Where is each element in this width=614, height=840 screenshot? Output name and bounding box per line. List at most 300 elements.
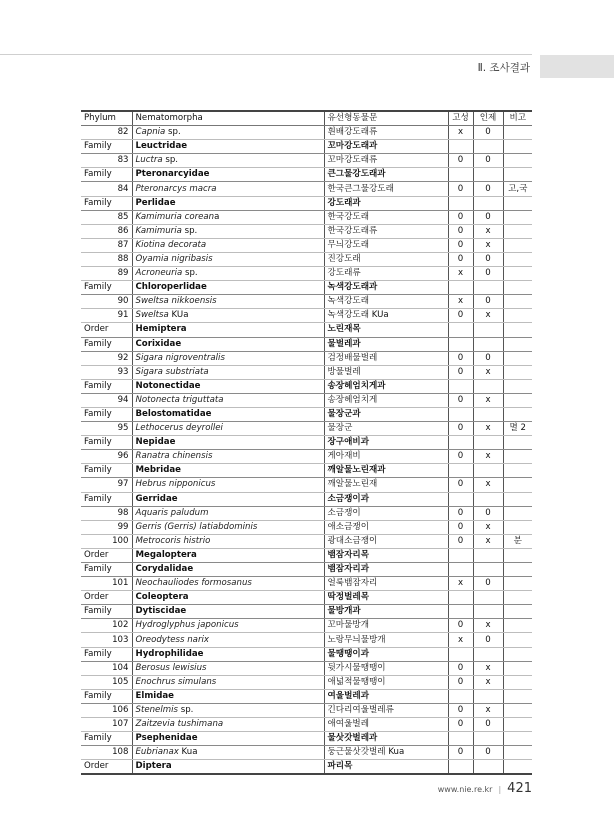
goseong-value: 0 [448, 393, 473, 407]
scientific-name-italic: Zaitzevia tushimana [135, 719, 224, 730]
scientific-name-italic: Metrocoris histrio [135, 535, 211, 546]
scientific-name-italic: Acroneuria [135, 268, 183, 279]
page-number: 421 [507, 781, 532, 796]
korean-name: 꼬마강도래류 [324, 154, 448, 168]
note-cell [503, 407, 532, 421]
note-value [503, 154, 532, 168]
scientific-name-italic: Enochrus simulans [135, 676, 217, 687]
goseong-cell [448, 168, 473, 182]
species-number: 93 [81, 365, 132, 379]
scientific-name-italic: Oreodytess narix [135, 634, 209, 645]
inje-cell [473, 605, 503, 619]
goseong-cell [448, 407, 473, 421]
scientific-name [132, 478, 324, 492]
korean-name: 소금쟁이과 [324, 492, 448, 506]
scientific-name-italic: Oyamia nigribasis [135, 253, 213, 264]
scientific-name [132, 661, 324, 675]
korean-name: 물삿갓벌레과 [324, 732, 448, 746]
rank-label: Family [81, 436, 132, 450]
goseong-cell [448, 492, 473, 506]
species-number: 107 [81, 718, 132, 732]
species-number: 104 [81, 661, 132, 675]
note-value [503, 506, 532, 520]
note-value [503, 238, 532, 252]
scientific-name-italic: Sigara substriata [135, 366, 209, 377]
rank-label: Order [81, 548, 132, 562]
note-value [503, 126, 532, 140]
korean-name: 송장헤엄치게 [324, 393, 448, 407]
rank-label: Family [81, 605, 132, 619]
korean-name: 긴다리여울벌레류 [324, 703, 448, 717]
goseong-cell [448, 464, 473, 478]
goseong-value: 0 [448, 746, 473, 760]
species-number: 94 [81, 393, 132, 407]
note-value [503, 224, 532, 238]
taxon-name: Corydalidae [132, 563, 324, 577]
scientific-name-italic: Neochauliodes formosanus [135, 578, 252, 589]
scientific-name-italic: Gerris (Gerris) latiabdominis [135, 521, 258, 532]
inje-value: 0 [473, 252, 503, 266]
scientific-name [132, 718, 324, 732]
species-row [81, 126, 532, 140]
species-row [81, 210, 532, 224]
korean-name: 애넓적물땡땡이 [324, 675, 448, 689]
goseong-cell [448, 337, 473, 351]
goseong-cell [448, 563, 473, 577]
taxon-rank-row [81, 436, 532, 450]
korean-name: 물장군과 [324, 407, 448, 421]
scientific-name [132, 746, 324, 760]
chapter-tab [540, 55, 614, 78]
goseong-value: x [448, 633, 473, 647]
inje-value: 0 [473, 210, 503, 224]
species-number: 90 [81, 295, 132, 309]
inje-value: x [473, 238, 503, 252]
taxon-rank-row [81, 760, 532, 775]
note-cell [503, 168, 532, 182]
note-cell [503, 323, 532, 337]
scientific-name [132, 520, 324, 534]
species-number: 102 [81, 619, 132, 633]
species-number: 91 [81, 309, 132, 323]
rank-label: Family [81, 492, 132, 506]
korean-name: 뒷가시물땡땡이 [324, 661, 448, 675]
taxon-rank-row [81, 464, 532, 478]
inje-cell [473, 281, 503, 295]
taxon-rank-row [81, 407, 532, 421]
taxon-name: Psephenidae [132, 732, 324, 746]
header-phylum-name: Nematomorpha [132, 111, 324, 126]
goseong-value: 0 [448, 252, 473, 266]
rank-label: Family [81, 379, 132, 393]
korean-name: 흰배강도래류 [324, 126, 448, 140]
species-row [81, 633, 532, 647]
inje-value: x [473, 703, 503, 717]
korean-name: 큰그물강도래과 [324, 168, 448, 182]
goseong-value: 0 [448, 154, 473, 168]
scientific-name-italic: Hebrus nipponicus [135, 479, 216, 490]
scientific-name [132, 210, 324, 224]
goseong-value: 0 [448, 450, 473, 464]
scientific-name [132, 675, 324, 689]
taxon-rank-row [81, 605, 532, 619]
taxon-name: Dytiscidae [132, 605, 324, 619]
goseong-value: 0 [448, 224, 473, 238]
taxon-name: Pteronarcyidae [132, 168, 324, 182]
goseong-value: 0 [448, 182, 473, 196]
goseong-value: 0 [448, 520, 473, 534]
korean-name: 소금쟁이 [324, 506, 448, 520]
species-row [81, 252, 532, 266]
species-number: 100 [81, 534, 132, 548]
goseong-value: 0 [448, 309, 473, 323]
korean-name: 방물벌레 [324, 365, 448, 379]
taxon-rank-row [81, 337, 532, 351]
header-phylum: Phylum [81, 111, 132, 126]
species-row [81, 619, 532, 633]
scientific-name [132, 393, 324, 407]
scientific-name-plain: sp. [181, 225, 198, 236]
goseong-value: x [448, 295, 473, 309]
taxon-name: Diptera [132, 760, 324, 775]
species-number: 97 [81, 478, 132, 492]
species-row [81, 534, 532, 548]
taxon-rank-row [81, 379, 532, 393]
species-number: 103 [81, 633, 132, 647]
species-row [81, 154, 532, 168]
korean-name: 검정배물벌레 [324, 351, 448, 365]
note-value [503, 577, 532, 591]
species-row [81, 393, 532, 407]
goseong-cell [448, 605, 473, 619]
scientific-name-italic: Ranatra chinensis [135, 451, 213, 462]
taxon-name: Notonectidae [132, 379, 324, 393]
scientific-name-plain: sp. [162, 155, 179, 166]
taxon-rank-row [81, 281, 532, 295]
species-number: 83 [81, 154, 132, 168]
inje-cell [473, 323, 503, 337]
note-cell [503, 464, 532, 478]
species-number: 89 [81, 267, 132, 281]
korean-name: 한국강도래류 [324, 224, 448, 238]
goseong-cell [448, 323, 473, 337]
scientific-name-italic: Eubrianax [135, 747, 179, 758]
scientific-name [132, 450, 324, 464]
taxon-rank-row [81, 196, 532, 210]
inje-cell [473, 548, 503, 562]
species-number: 92 [81, 351, 132, 365]
note-value: 분 [503, 534, 532, 548]
scientific-name [132, 633, 324, 647]
korean-name: 진강도래 [324, 252, 448, 266]
inje-cell [473, 140, 503, 154]
korean-name: 한국큰그물강도래 [324, 182, 448, 196]
inje-cell [473, 563, 503, 577]
species-row [81, 365, 532, 379]
inje-value: x [473, 393, 503, 407]
inje-value: x [473, 619, 503, 633]
korean-name: 둥근물삿갓벌레 Kua [324, 746, 448, 760]
footer-separator: | [498, 785, 502, 794]
species-row [81, 450, 532, 464]
scientific-name-plain: sp. [182, 268, 198, 279]
korean-name: 애여울벌레 [324, 718, 448, 732]
goseong-value: 0 [448, 238, 473, 252]
species-row [81, 238, 532, 252]
inje-value: x [473, 309, 503, 323]
korean-name: 광대소금쟁이 [324, 534, 448, 548]
scientific-name [132, 577, 324, 591]
scientific-name-italic: Stenelmis [135, 704, 178, 715]
goseong-cell [448, 196, 473, 210]
inje-cell [473, 196, 503, 210]
goseong-cell [448, 379, 473, 393]
scientific-name [132, 238, 324, 252]
korean-name: 얼룩뱀잠자리 [324, 577, 448, 591]
scientific-name [132, 619, 324, 633]
species-row [81, 422, 532, 436]
korean-name: 깨알물노린재 [324, 478, 448, 492]
species-number: 106 [81, 703, 132, 717]
korean-name: 깨알물노린재과 [324, 464, 448, 478]
taxon-name: Elmidae [132, 689, 324, 703]
rank-label: Family [81, 281, 132, 295]
scientific-name [132, 224, 324, 238]
inje-cell [473, 760, 503, 775]
note-value [503, 295, 532, 309]
goseong-cell [448, 732, 473, 746]
footer-url: www.nie.re.kr [437, 785, 493, 794]
species-number: 95 [81, 422, 132, 436]
inje-cell [473, 464, 503, 478]
species-row [81, 746, 532, 760]
species-number: 99 [81, 520, 132, 534]
scientific-name-italic: Sweltsa [135, 310, 169, 321]
scientific-name [132, 703, 324, 717]
inje-value: x [473, 224, 503, 238]
species-row [81, 520, 532, 534]
scientific-name [132, 422, 324, 436]
taxon-name: Perlidae [132, 196, 324, 210]
note-cell [503, 548, 532, 562]
korean-name: 파리목 [324, 760, 448, 775]
note-value [503, 351, 532, 365]
note-value [503, 450, 532, 464]
note-cell [503, 140, 532, 154]
note-cell [503, 689, 532, 703]
scientific-name-plain: sp. [165, 127, 181, 138]
species-number: 87 [81, 238, 132, 252]
taxon-rank-row [81, 492, 532, 506]
taxon-name: Leuctridae [132, 140, 324, 154]
header-rule [0, 54, 532, 55]
inje-value: 0 [473, 182, 503, 196]
rank-label: Family [81, 407, 132, 421]
rank-label: Family [81, 337, 132, 351]
korean-name: 여울벌레과 [324, 689, 448, 703]
inje-value: 0 [473, 126, 503, 140]
inje-cell [473, 337, 503, 351]
scientific-name [132, 267, 324, 281]
rank-label: Family [81, 647, 132, 661]
species-row [81, 478, 532, 492]
korean-name: 물장군 [324, 422, 448, 436]
inje-value: 0 [473, 351, 503, 365]
note-value: 멸 2 [503, 422, 532, 436]
species-row [81, 267, 532, 281]
goseong-value: 0 [448, 478, 473, 492]
goseong-cell [448, 591, 473, 605]
inje-value: 0 [473, 267, 503, 281]
goseong-value: 0 [448, 351, 473, 365]
korean-name: 물벌레과 [324, 337, 448, 351]
korean-name: 강도래과 [324, 196, 448, 210]
species-row [81, 661, 532, 675]
korean-name: 강도래류 [324, 267, 448, 281]
goseong-value: x [448, 126, 473, 140]
note-cell [503, 563, 532, 577]
scientific-name-italic: Kamimuria corean [135, 211, 215, 222]
taxon-rank-row [81, 732, 532, 746]
taxon-name: Coleoptera [132, 591, 324, 605]
korean-name: 노린재목 [324, 323, 448, 337]
inje-value: x [473, 534, 503, 548]
inje-value: 0 [473, 746, 503, 760]
korean-name: 딱정벌레목 [324, 591, 448, 605]
note-cell [503, 492, 532, 506]
rank-label: Family [81, 732, 132, 746]
taxon-name: Hemiptera [132, 323, 324, 337]
note-value [503, 746, 532, 760]
scientific-name-italic: Kamimuria [135, 225, 182, 236]
taxon-name: Chloroperlidae [132, 281, 324, 295]
korean-name: 꼬마물방개 [324, 619, 448, 633]
species-number: 84 [81, 182, 132, 196]
taxon-name: Corixidae [132, 337, 324, 351]
species-number: 101 [81, 577, 132, 591]
inje-value: x [473, 520, 503, 534]
header-inje: 인제 [473, 111, 503, 126]
species-number: 86 [81, 224, 132, 238]
scientific-name [132, 295, 324, 309]
note-cell [503, 732, 532, 746]
scientific-name-italic: Sigara nigroventralis [135, 352, 225, 363]
goseong-value: 0 [448, 422, 473, 436]
note-value [503, 703, 532, 717]
scientific-name [132, 506, 324, 520]
rank-label: Family [81, 689, 132, 703]
goseong-cell [448, 548, 473, 562]
scientific-name-plain: a [214, 211, 220, 222]
korean-name: 녹색강도래 [324, 295, 448, 309]
taxon-rank-row [81, 140, 532, 154]
goseong-value: 0 [448, 675, 473, 689]
species-number: 85 [81, 210, 132, 224]
inje-value: 0 [473, 633, 503, 647]
goseong-cell [448, 647, 473, 661]
scientific-name-italic: Aquaris paludum [135, 507, 209, 518]
scientific-name [132, 126, 324, 140]
inje-value: 0 [473, 154, 503, 168]
scientific-name-italic: Hydroglyphus japonicus [135, 620, 239, 631]
scientific-name-italic: Berosus lewisius [135, 662, 207, 673]
note-cell [503, 760, 532, 775]
inje-cell [473, 492, 503, 506]
korean-name: 송장헤엄치게과 [324, 379, 448, 393]
species-row [81, 182, 532, 196]
inje-cell [473, 647, 503, 661]
scientific-name-plain: sp. [177, 704, 194, 715]
taxon-rank-row [81, 647, 532, 661]
inje-cell [473, 436, 503, 450]
rank-label: Order [81, 591, 132, 605]
taxon-name: Nepidae [132, 436, 324, 450]
scientific-name [132, 154, 324, 168]
taxon-name: Hydrophilidae [132, 647, 324, 661]
rank-label: Family [81, 168, 132, 182]
taxon-rank-row [81, 591, 532, 605]
note-value [503, 478, 532, 492]
korean-name: 애소금쟁이 [324, 520, 448, 534]
inje-value: x [473, 450, 503, 464]
species-row [81, 224, 532, 238]
goseong-value: 0 [448, 718, 473, 732]
note-value [503, 675, 532, 689]
note-value [503, 210, 532, 224]
inje-value: x [473, 661, 503, 675]
rank-label: Order [81, 323, 132, 337]
korean-name: 장구애비과 [324, 436, 448, 450]
species-row [81, 675, 532, 689]
species-row [81, 309, 532, 323]
note-value: 고,국 [503, 182, 532, 196]
goseong-cell [448, 281, 473, 295]
note-value [503, 252, 532, 266]
korean-name: 무늬강도래 [324, 238, 448, 252]
inje-cell [473, 379, 503, 393]
taxon-rank-row [81, 563, 532, 577]
scientific-name [132, 534, 324, 548]
note-cell [503, 281, 532, 295]
page-footer [438, 781, 532, 796]
note-cell [503, 605, 532, 619]
note-value [503, 520, 532, 534]
species-number: 105 [81, 675, 132, 689]
inje-cell [473, 689, 503, 703]
inje-value: x [473, 478, 503, 492]
rank-label: Family [81, 196, 132, 210]
section-title: Ⅱ. 조사결과 [477, 62, 530, 74]
species-number: 96 [81, 450, 132, 464]
taxon-name: Belostomatidae [132, 407, 324, 421]
rank-label: Family [81, 563, 132, 577]
scientific-name [132, 309, 324, 323]
korean-name: 뱀잠자리과 [324, 563, 448, 577]
header-goseong: 고성 [448, 111, 473, 126]
note-value [503, 393, 532, 407]
korean-name: 게아재비 [324, 450, 448, 464]
scientific-name-italic: Notonecta triguttata [135, 394, 224, 405]
scientific-name-italic: Pteronarcys macra [135, 183, 217, 194]
inje-cell [473, 407, 503, 421]
inje-value: 0 [473, 577, 503, 591]
taxon-rank-row [81, 548, 532, 562]
species-row [81, 718, 532, 732]
goseong-value: 0 [448, 506, 473, 520]
taxon-name: Gerridae [132, 492, 324, 506]
note-value [503, 309, 532, 323]
korean-name: 노랑무늬물방개 [324, 633, 448, 647]
